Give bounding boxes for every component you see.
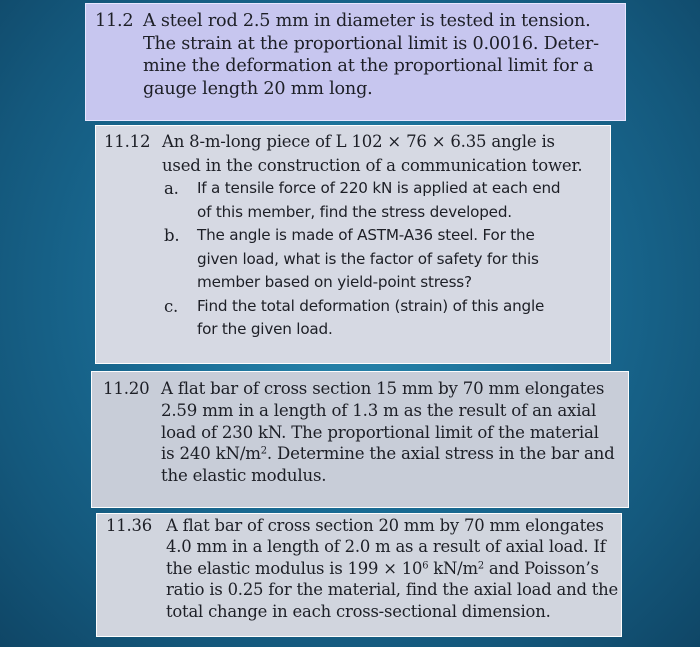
statement-line: A steel rod 2.5 mm in diameter is tested in tension. [143, 11, 591, 31]
problem-statement [161, 378, 618, 487]
problem-statement [166, 515, 618, 622]
problem-11-20 [103, 378, 618, 487]
statement-line: 4.0 mm in a length of 2.0 m as a result of axial load. If [166, 537, 606, 557]
problem-card-11-20 [91, 371, 629, 508]
statement-line [166, 558, 618, 579]
statement-line: If a tensile force of 220 kN is applied at each end [197, 179, 561, 197]
problem-number: 11.2 [95, 11, 134, 31]
statement-text: and Poisson’s [483, 558, 599, 578]
exponent: 6 [422, 560, 429, 572]
statement-line: ratio is 0.25 for the material, find the axial load and the [166, 580, 618, 600]
sub-question-c [164, 295, 600, 342]
statement-line: The strain at the proportional limit is 0.0016. Deter- [143, 33, 599, 54]
exponent: 2 [477, 560, 484, 572]
statement-line: member based on yield-point stress? [197, 273, 472, 291]
sub-question-text [197, 295, 600, 342]
statement-line [161, 443, 618, 465]
problem-number: 11.36 [106, 516, 152, 535]
statement-line: load of 230 kN. The proportional limit of the material [161, 422, 599, 442]
statement-text: . Determine the axial stress in the bar and [266, 444, 615, 464]
exponent: 2 [260, 445, 267, 457]
problem-card-11-12 [95, 125, 611, 364]
sub-question-label: a. [164, 179, 179, 198]
statement-text: is 240 kN/m [161, 444, 261, 464]
sub-question-a [164, 177, 600, 224]
sub-question-label: c. [164, 296, 179, 316]
statement-line: the elastic modulus. [161, 466, 327, 486]
statement-line: A flat bar of cross section 20 mm by 70 mm elongates [166, 516, 604, 535]
statement-line: gauge length 20 mm long. [143, 78, 373, 99]
statement-line: total change in each cross-sectional dimension. [166, 601, 551, 621]
statement-line: An 8-m-long piece of L 102 × 76 × 6.35 angle is [162, 132, 555, 151]
statement-line: for the given load. [197, 320, 333, 338]
problem-11-36 [106, 515, 618, 622]
problem-card-11-2 [85, 3, 626, 121]
sub-question-label: b. [164, 226, 180, 245]
problem-statement [143, 10, 615, 100]
statement-line: of this member, find the stress developed. [197, 202, 512, 221]
statement-text: the elastic modulus is 199 × 10 [166, 558, 423, 578]
statement-line: Find the total deformation (strain) of this angle [197, 296, 545, 315]
problem-number: 11.12 [104, 132, 151, 151]
problem-card-11-36 [96, 513, 622, 637]
problem-11-12 [104, 130, 600, 177]
problem-11-2 [95, 10, 615, 100]
sub-question-text [197, 224, 600, 295]
problem-statement [162, 130, 600, 177]
statement-text: kN/m [428, 558, 478, 578]
sub-question-b [164, 224, 600, 295]
statement-line: given load, what is the factor of safety for this [197, 249, 539, 268]
sub-question-list [104, 177, 600, 342]
statement-line: used in the construction of a communication tower. [162, 155, 583, 175]
sub-question-text [197, 177, 600, 224]
statement-line: The angle is made of ASTM-A36 steel. For the [197, 226, 535, 244]
statement-line: 2.59 mm in a length of 1.3 m as the result of an axial [161, 400, 597, 420]
problem-number: 11.20 [103, 379, 150, 398]
statement-line: mine the deformation at the proportional limit for a [143, 56, 594, 77]
statement-line: A flat bar of cross section 15 mm by 70 mm elongates [161, 379, 605, 398]
